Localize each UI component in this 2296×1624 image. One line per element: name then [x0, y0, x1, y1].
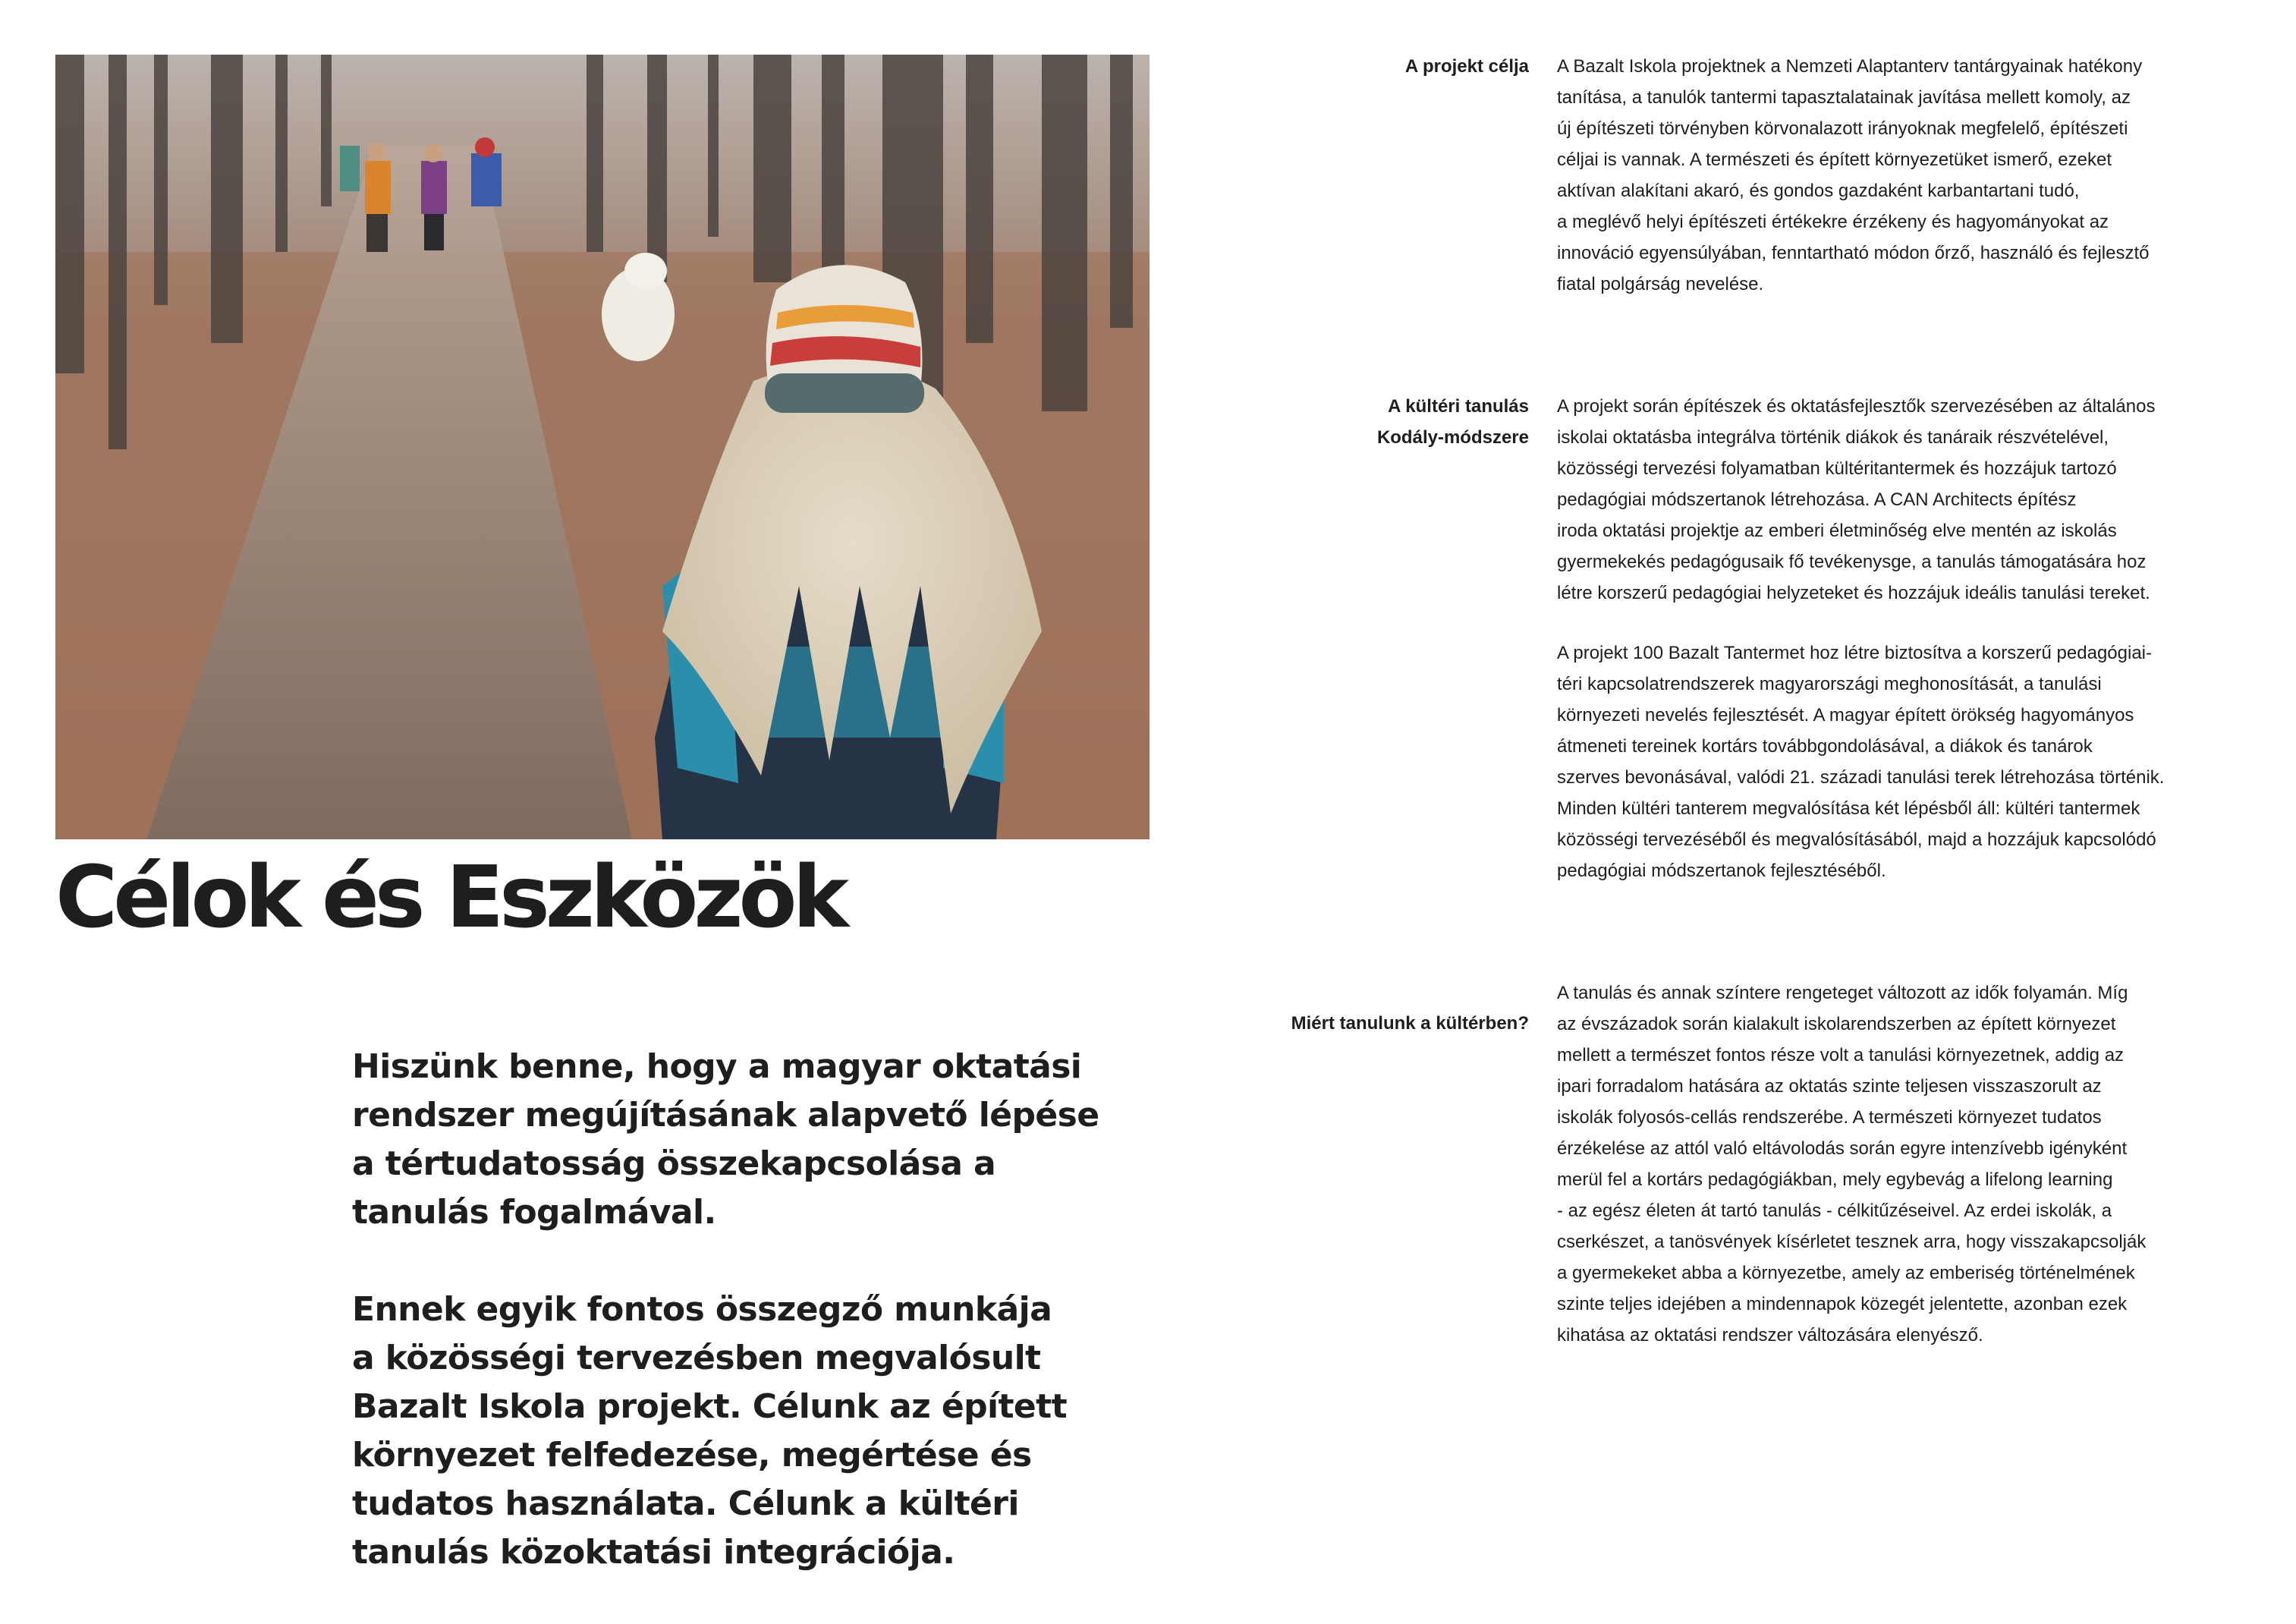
body-line: tanítása, a tanulók tantermi tapasztalatainak javítása mellett komoly, az [1557, 87, 2131, 108]
section-body-why-outdoors [1557, 977, 2255, 1351]
body-line: iskolák folyosós-cellás rendszerébe. A természeti környezet tudatos [1557, 1107, 2102, 1128]
body-line: kihatása az oktatási rendszer változására elenyésző. [1557, 1325, 1983, 1345]
body-line: - az egész életen át tartó tanulás - célkitűzéseivel. Az erdei iskolák, a [1557, 1201, 2112, 1221]
lead-paragraph-1 [352, 1043, 1156, 1237]
body-line: ipari forradalom hatására az oktatás szinte teljesen visszaszorult az [1557, 1076, 2102, 1097]
body-line: létre korszerű pedagógiai helyzeteket és hozzájuk ideális tanulási tereket. [1557, 583, 2150, 603]
body-line: A Bazalt Iskola projektnek a Nemzeti Alaptanterv tantárgyainak hatékony [1557, 56, 2143, 77]
body-line: iroda oktatási projektje az emberi életminőség elve mentén az iskolás [1557, 521, 2117, 541]
body-line: közösségi tervezéséből és megvalósításából, majd a hozzájuk kapcsolódó [1557, 829, 2156, 850]
lead-line: Bazalt Iskola projekt. Célunk az épített [352, 1387, 1068, 1426]
section-body-project-goal [1557, 51, 2255, 300]
body-line: gyermekekés pedagógusaik fő tevékenysge, a tanulás támogatására hoz [1557, 552, 2147, 572]
body-line: a meglévő helyi építészeti értékekre érzékeny és hagyományokat az [1557, 212, 2109, 232]
page-title: Célok és Eszközök [55, 848, 844, 947]
section-body-kodaly-method-2 [1557, 637, 2255, 886]
section-label-why-outdoors [1210, 1008, 1529, 1039]
body-line: A projekt során építészek és oktatásfejlesztők szervezésében az általános [1557, 396, 2156, 417]
lead-line: rendszer megújításának alapvető lépése [352, 1096, 1099, 1135]
lead-line: tanulás fogalmával. [352, 1193, 716, 1232]
section-label-line: Miért tanulunk a kültérben? [1291, 1013, 1529, 1034]
section-label-line: A kültéri tanulás [1388, 396, 1529, 417]
body-line: fiatal polgárság nevelése. [1557, 274, 1764, 294]
lead-line: tudatos használata. Célunk a kültéri [352, 1484, 1019, 1523]
body-line: az évszázadok során kialakult iskolarendszerben az épített környezet [1557, 1014, 2116, 1034]
body-line: céljai is vannak. A természeti és épített környezetüket ismerő, ezeket [1557, 149, 2112, 170]
body-line: átmeneti tereinek kortárs továbbgondolásával, a diákok és tanárok [1557, 736, 2093, 757]
body-line: közösségi tervezési folyamatban kültéritantermek és hozzájuk tartozó [1557, 458, 2117, 479]
body-line: pedagógiai módszertanok fejlesztéséből. [1557, 861, 1886, 881]
forest-path-photo [55, 55, 1150, 839]
body-line: A projekt 100 Bazalt Tantermet hoz létre biztosítva a korszerű pedagógiai- [1557, 643, 2152, 663]
section-label-line: A projekt célja [1404, 56, 1529, 77]
body-line: iskolai oktatásba integrálva történik diákok és tanáraik részvételével, [1557, 427, 2109, 448]
body-line: szinte teljes idejében a mindennapok közegét jelentette, azonban ezek [1557, 1294, 2128, 1314]
body-line: környezeti nevelés fejlesztését. A magyar épített örökség hagyományos [1557, 705, 2134, 725]
body-line: szerves bevonásával, valódi 21. századi tanulási terek létrehozása történik. [1557, 767, 2165, 788]
lead-line: tanulás közoktatási integrációja. [352, 1533, 955, 1572]
lead-paragraph-2 [352, 1286, 1156, 1577]
body-line: új építészeti törvényben körvonalazott irányoknak megfelelő, építészeti [1557, 118, 2128, 139]
section-label-kodaly-method [1210, 391, 1529, 453]
lead-line: Hiszünk benne, hogy a magyar oktatási [352, 1047, 1082, 1086]
body-line: mellett a természet fontos része volt a tanulási környezetnek, addig az [1557, 1045, 2125, 1065]
body-line: innováció egyensúlyában, fenntartható módon őrző, használó és fejlesztő [1557, 243, 2150, 263]
section-body-kodaly-method [1557, 391, 2255, 609]
lead-line: Ennek egyik fontos összegző munkája [352, 1290, 1052, 1329]
body-line: a gyermekeket abba a környezetbe, amely az emberiség történelmének [1557, 1263, 2135, 1283]
photo-illustration [55, 55, 1150, 839]
body-line: Minden kültéri tanterem megvalósítása két lépésből áll: kültéri tantermek [1557, 798, 2140, 819]
body-line: érzékelése az attól való eltávolodás során egyre intenzívebb igényként [1557, 1138, 2128, 1159]
lead-line: környezet felfedezése, megértése és [352, 1436, 1032, 1475]
section-label-line: Kodály-módszere [1376, 427, 1529, 448]
body-line: A tanulás és annak színtere rengeteget változott az idők folyamán. Míg [1557, 983, 2128, 1003]
body-line: téri kapcsolatrendszerek magyarországi meghonosítását, a tanulási [1557, 674, 2102, 694]
body-line: merül fel a kortárs pedagógiákban, mely egybevág a lifelong learning [1557, 1169, 2113, 1190]
body-line: pedagógiai módszertanok létrehozása. A CAN Architects építész [1557, 489, 2077, 510]
body-line: cserkészet, a tanösvények kísérletet tesznek arra, hogy visszakapcsolják [1557, 1232, 2147, 1252]
section-label-project-goal [1210, 51, 1529, 82]
lead-line: a tértudatosság összekapcsolása a [352, 1144, 996, 1183]
lead-line: a közösségi tervezésben megvalósult [352, 1339, 1041, 1377]
body-line: aktívan alakítani akaró, és gondos gazdaként karbantartani tudó, [1557, 181, 2080, 201]
